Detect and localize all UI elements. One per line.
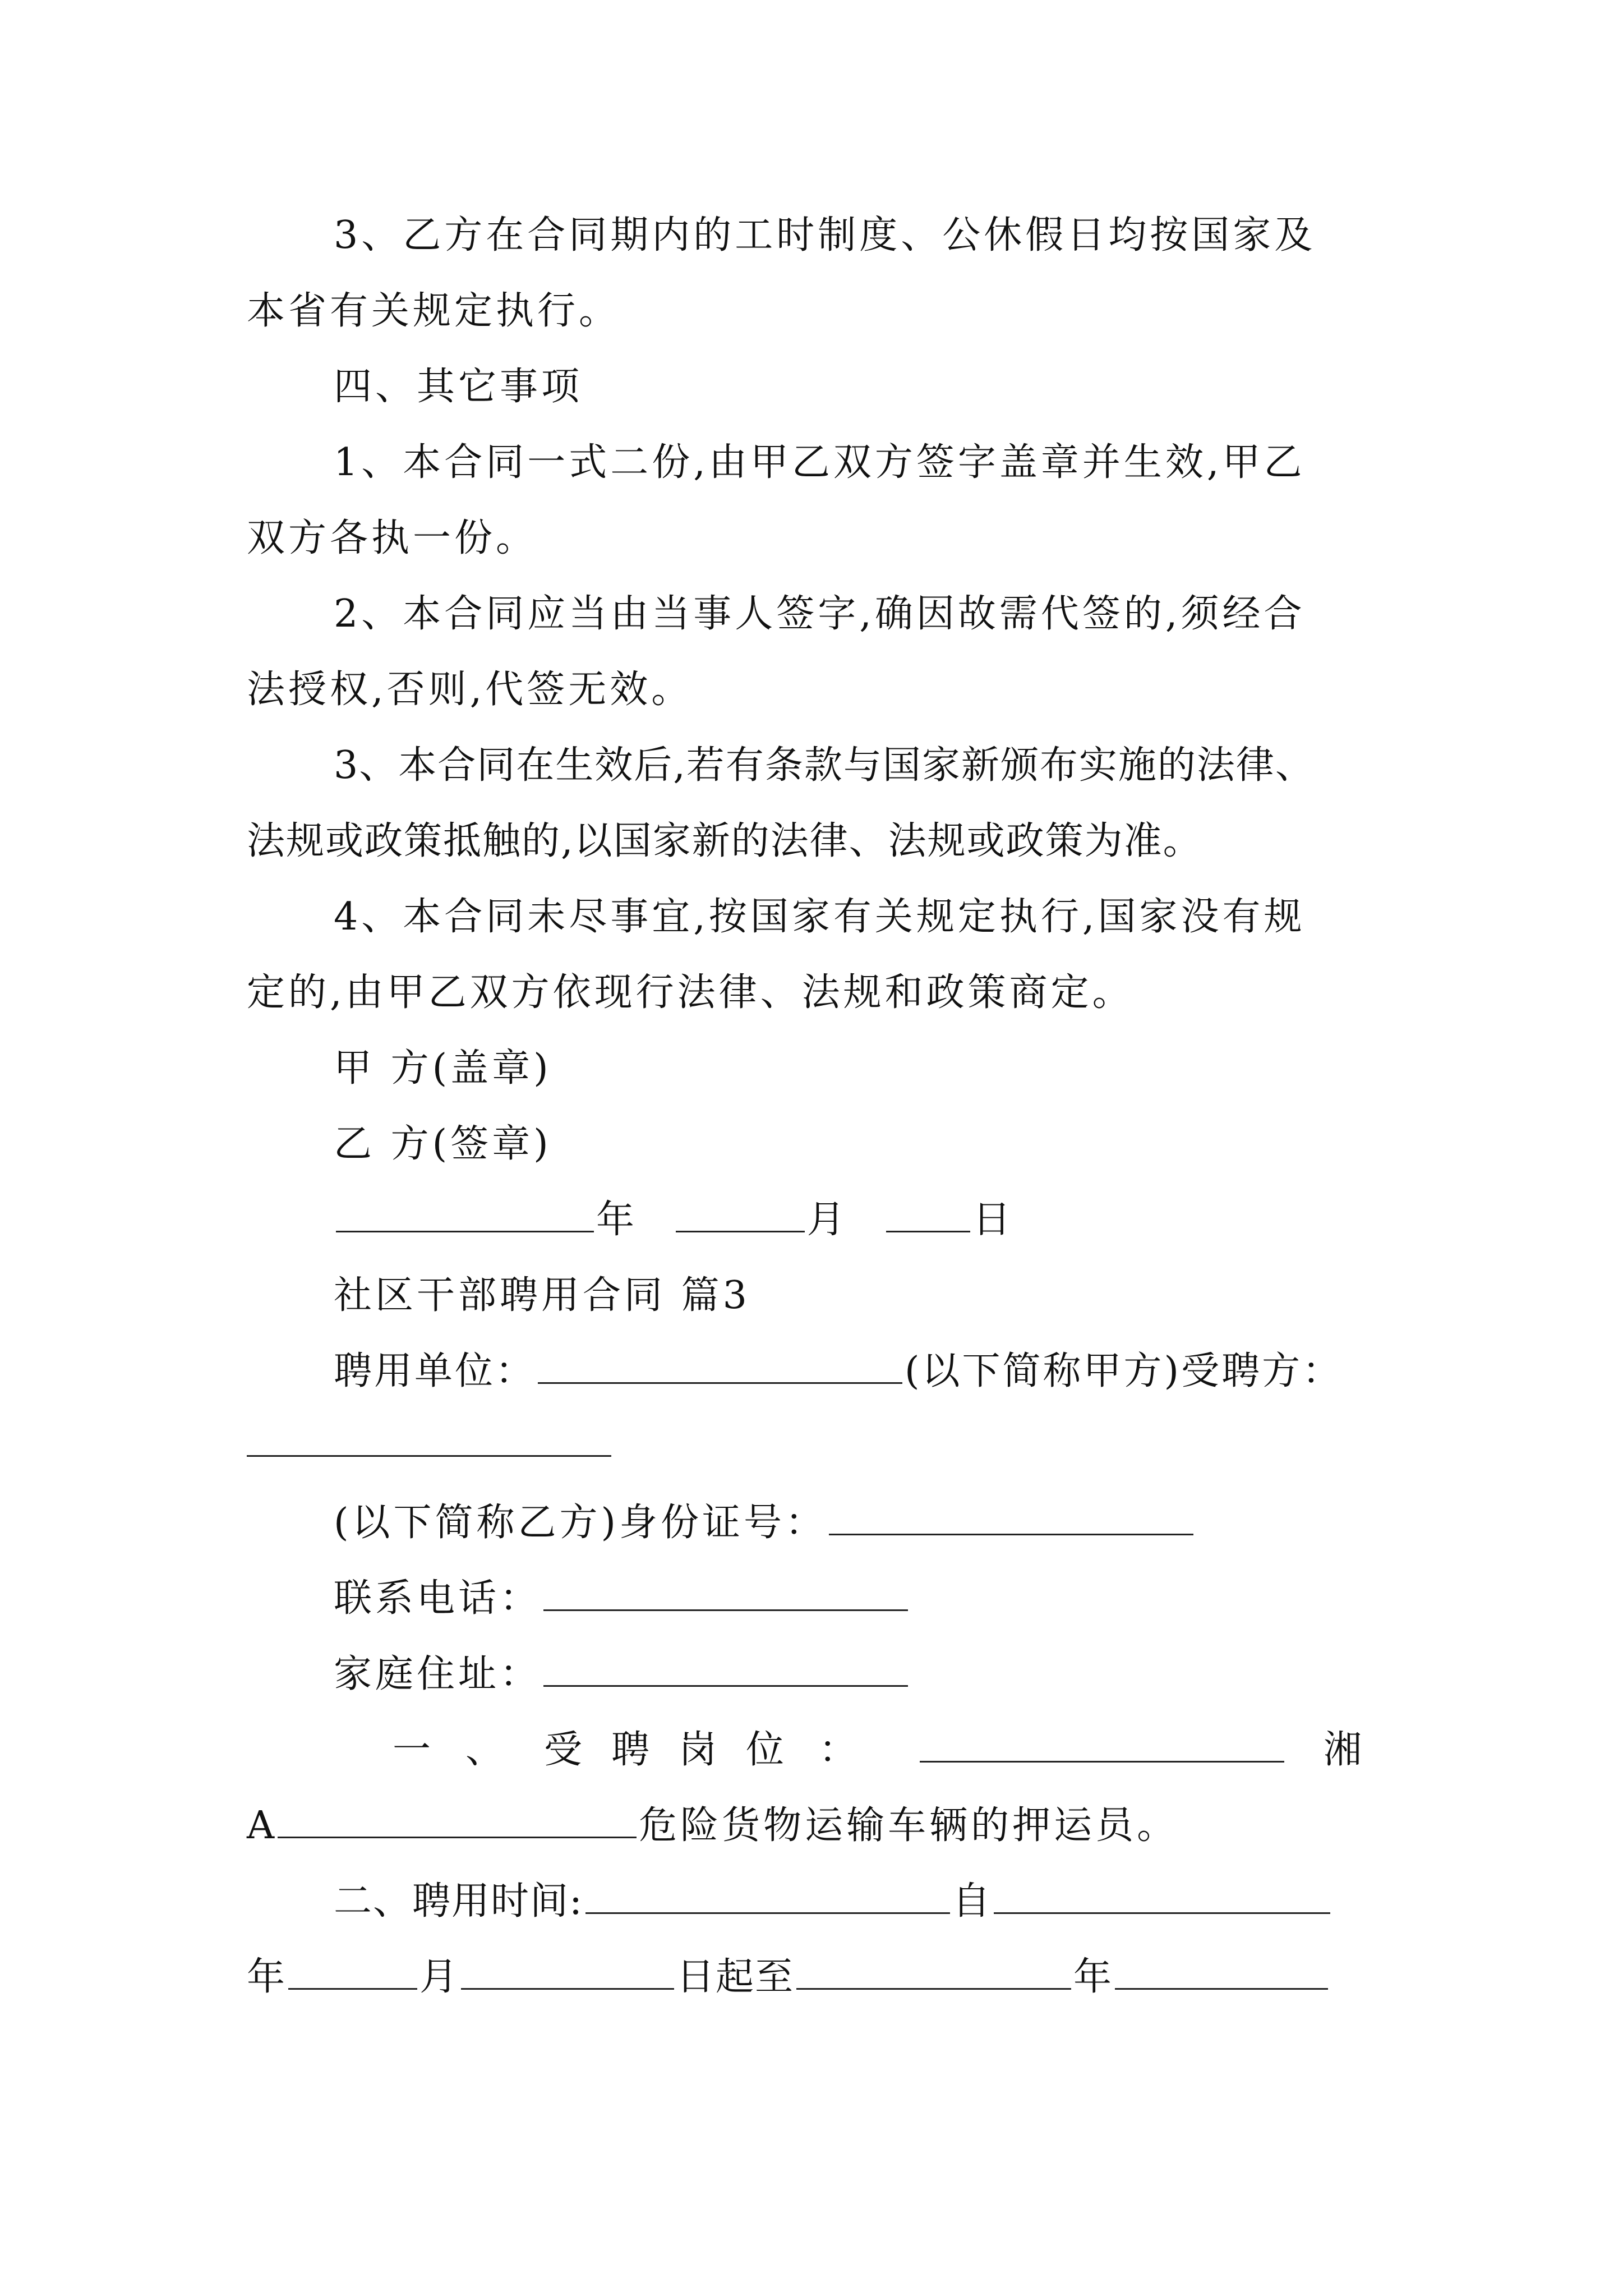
post-char: ：: [819, 1728, 857, 1772]
paragraph-line: 定的,由甲乙双方依现行法律、法规和政策商定。: [247, 970, 1134, 1015]
employer-label: 聘用单位：: [334, 1349, 536, 1393]
id-label: (以下简称乙方)身份证号：: [334, 1501, 827, 1545]
post-suffix: 湘: [1324, 1728, 1362, 1772]
paragraph-line: 法规或政策抵触的,以国家新的法律、法规或政策为准。: [247, 819, 1202, 863]
day-blank[interactable]: [886, 1196, 970, 1232]
phone-blank[interactable]: [543, 1575, 908, 1611]
id-line: [334, 1498, 1196, 1548]
post-char: 、: [465, 1728, 504, 1772]
paragraph-line: 3、乙方在合同期内的工时制度、公休假日均按国家及: [334, 213, 1316, 257]
post-blank-wrap: [920, 1725, 1284, 1775]
employee-name-line: [247, 1419, 614, 1470]
period-year-blank[interactable]: [288, 1953, 417, 1990]
period-end-blank[interactable]: [796, 1953, 1071, 1990]
address-label: 家庭住址：: [334, 1652, 542, 1696]
period-line: [334, 1876, 1332, 1927]
paragraph-line: 2、本合同应当由当事人签字,确因故需代签的,须经合: [334, 592, 1306, 636]
employer-line: [334, 1346, 1343, 1397]
post-char: 聘: [611, 1728, 650, 1772]
phone-line: [334, 1573, 910, 1624]
paragraph-line: 本省有关规定执行。: [247, 289, 621, 333]
post-line-2: [247, 1801, 1178, 1851]
period-month-blank[interactable]: [461, 1953, 674, 1990]
year-blank[interactable]: [336, 1196, 594, 1232]
employer-blank[interactable]: [538, 1347, 902, 1384]
paragraph-line: 法授权,否则,代签无效。: [247, 668, 693, 712]
paragraph-line: 3、本合同在生效后,若有条款与国家新颁布实施的法律、: [334, 743, 1315, 788]
period-end-year-blank[interactable]: [1115, 1953, 1328, 1990]
period-month-label: 月: [419, 1955, 459, 1999]
employer-suffix: (以下简称甲方)受聘方：: [905, 1349, 1343, 1393]
month-label: 月: [806, 1198, 849, 1242]
post-char: 位: [746, 1728, 785, 1772]
period-day-label: 日起至: [676, 1955, 795, 1999]
section-title: 社区干部聘用合同 篇3: [334, 1273, 750, 1318]
post-blank[interactable]: [920, 1726, 1284, 1763]
address-blank[interactable]: [543, 1650, 908, 1687]
post-char: 岗: [679, 1728, 717, 1772]
month-blank[interactable]: [676, 1196, 805, 1232]
paragraph-line: 4、本合同未尽事宜,按国家有关规定执行,国家没有规: [334, 895, 1306, 939]
party-b-signature-label: 乙 方(签章): [334, 1122, 552, 1166]
plate-blank[interactable]: [278, 1802, 637, 1838]
period-year-label: 年: [247, 1955, 287, 1999]
employee-name-blank[interactable]: [247, 1420, 611, 1457]
address-line: [334, 1649, 910, 1700]
day-label: 日: [972, 1198, 1015, 1242]
phone-label: 联系电话：: [334, 1576, 542, 1621]
paragraph-line: 1、本合同一式二份,由甲乙双方签字盖章并生效,甲乙: [334, 440, 1306, 485]
plate-prefix: A: [247, 1803, 278, 1848]
post-line2-suffix: 危险货物运输车辆的押运员。: [639, 1803, 1179, 1848]
post-char: 一: [393, 1728, 431, 1772]
period-label: 二、聘用时间:: [334, 1879, 583, 1924]
year-label: 年: [596, 1198, 638, 1242]
period-from: 自: [952, 1879, 992, 1924]
period-from-blank[interactable]: [994, 1878, 1330, 1914]
post-char: 受: [544, 1728, 583, 1772]
period-line-2: [247, 1952, 1330, 2003]
party-a-signature-label: 甲 方(盖章): [334, 1046, 552, 1091]
paragraph-line: 双方各执一份。: [247, 516, 538, 560]
period-year2-label: 年: [1073, 1955, 1113, 1999]
period-blank[interactable]: [585, 1878, 950, 1914]
section-heading: 四、其它事项: [334, 365, 583, 409]
date-line: [334, 1195, 1014, 1245]
id-number-blank[interactable]: [829, 1499, 1193, 1535]
